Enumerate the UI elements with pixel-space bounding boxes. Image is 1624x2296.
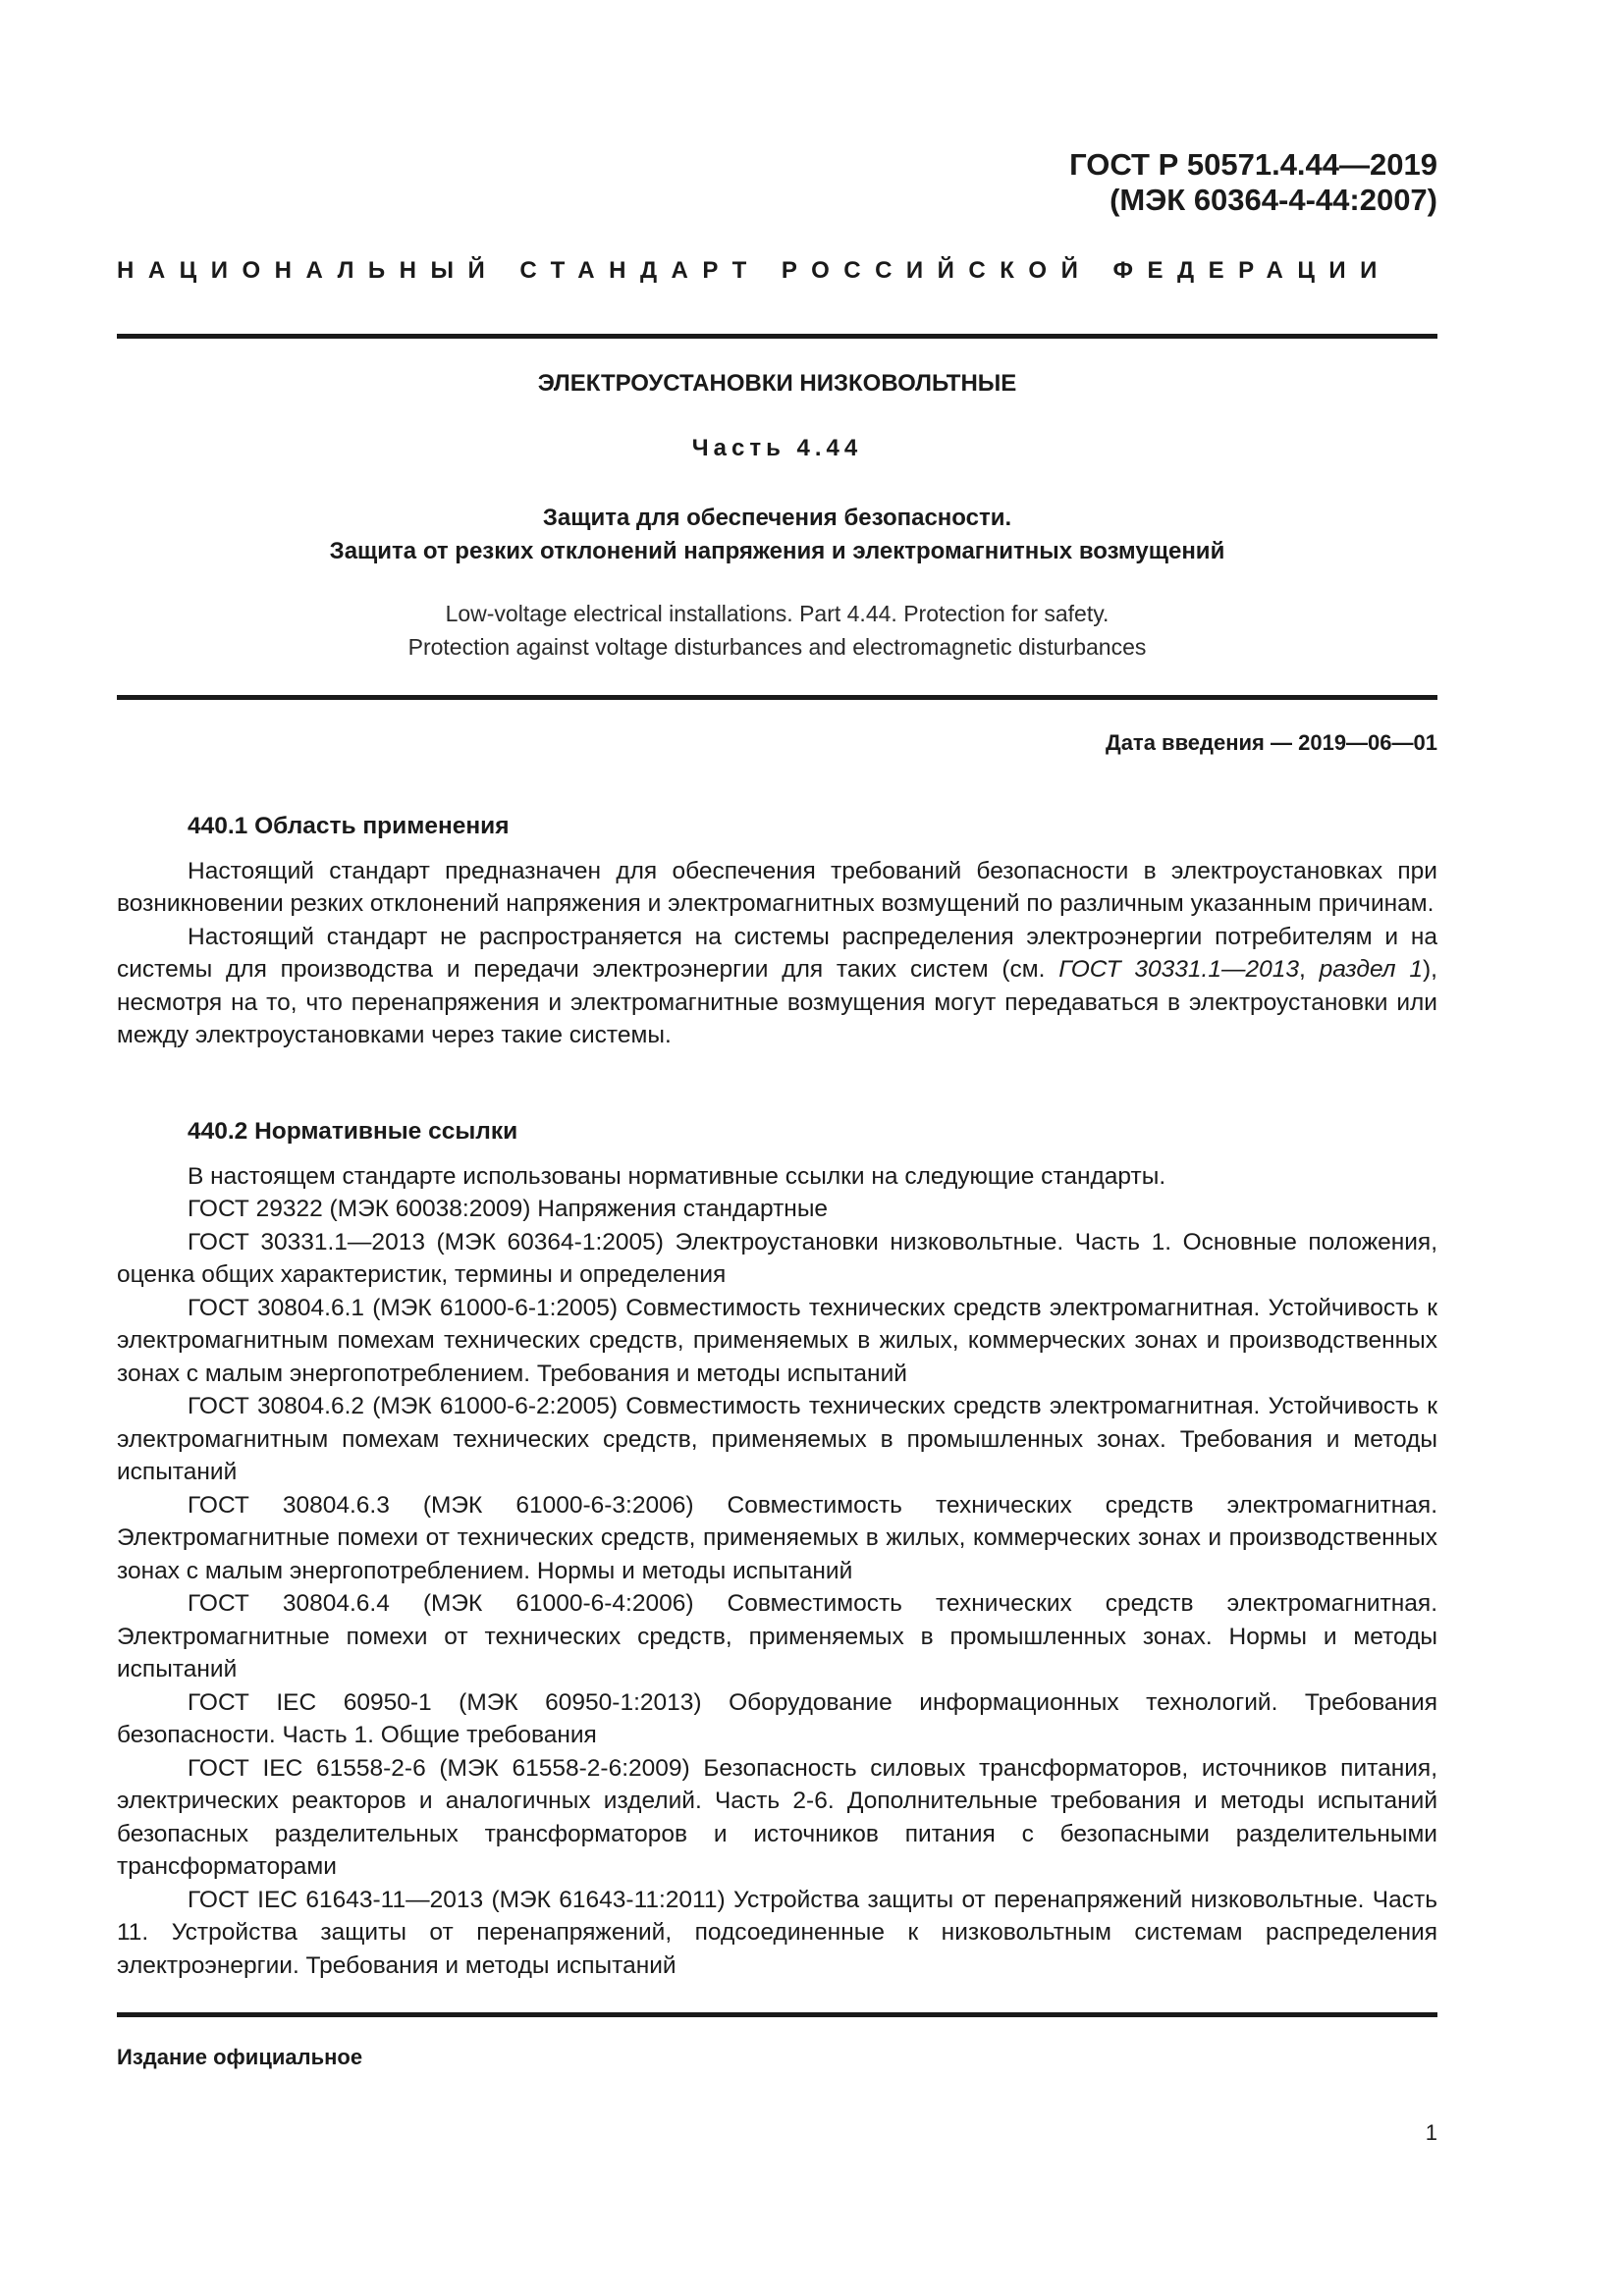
english-title-line-2: Protection against voltage disturbances and electromagnetic disturbances [407, 634, 1147, 660]
scope-paragraph-2 [117, 921, 1437, 1052]
scope-p2-text-b: ), несмотря на то, что перенапряжения и электромагнитные возмущения могут передаваться в электроустановки или между электроустановками через такие системы. [117, 956, 1437, 1048]
scope-p2-section-reference: раздел 1 [1319, 956, 1424, 983]
section-scope [117, 810, 1437, 1052]
top-rule [117, 334, 1437, 339]
reference-item: ГОСТ IEC 60950-1 (МЭК 60950-1:2013) Оборудование информационных технологий. Требования безопасности. Часть 1. Общие требования [117, 1688, 1437, 1748]
page-number: 1 [1425, 2120, 1437, 2145]
reference-item: ГОСТ IEC 61643-11—2013 (МЭК 61643-11:2011) Устройства защиты от перенапряжений низковольтные. Часть 11. Устройства защиты от перенапряжений, подсоединенные к низковольтным системам распределения электроэнергии. Требования и методы испытаний [117, 1886, 1437, 1979]
document-part: Часть 4.44 [691, 435, 863, 461]
reference-item: ГОСТ 30804.6.2 (МЭК 61000-6-2:2005) Совместимость технических средств электромагнитная. Устойчивость к электромагнитным помехам технических средств, применяемых в промышленных зонах. Требования и методы испытаний [117, 1393, 1437, 1485]
official-edition-label: Издание официальное [117, 2045, 363, 2069]
footer-rule [117, 2012, 1437, 2017]
section-heading-references: 440.2 Нормативные ссылки [188, 1118, 518, 1145]
document-title: ЭЛЕКТРОУСТАНОВКИ НИЗКОВОЛЬТНЫЕ [537, 370, 1017, 397]
section-normative-references [117, 1115, 1437, 1982]
references-intro: В настоящем стандарте использованы нормативные ссылки на следующие стандарты. [188, 1162, 1166, 1190]
english-title-line-1: Low-voltage electrical installations. Part 4.44. Protection for safety. [445, 601, 1110, 626]
scope-p2-separator: , [1298, 956, 1320, 983]
designation-iec: (МЭК 60364-4-44:2007) [1110, 183, 1437, 217]
reference-item: ГОСТ 30331.1—2013 (МЭК 60364-1:2005) Электроустановки низковольтные. Часть 1. Основные положения, оценка общих характеристик, термины и определения [117, 1228, 1437, 1288]
subtitle-line-1: Защита для обеспечения безопасности. [542, 505, 1012, 531]
subtitle-line-2: Защита от резких отклонений напряжения и электромагнитных возмущений [329, 538, 1225, 564]
title-rule [117, 695, 1437, 700]
document-subtitle [117, 502, 1437, 568]
english-title [117, 597, 1437, 664]
scope-paragraph-1: Настоящий стандарт предназначен для обеспечения требований безопасности в электроустановках при возникновении резких отклонений напряжения и электромагнитных возмущений по различным указанным причинам. [117, 857, 1437, 917]
reference-item: ГОСТ 30804.6.1 (МЭК 61000-6-1:2005) Совместимость технических средств электромагнитная. Устойчивость к электромагнитным помехам технических средств, применяемых в жилых, коммерческих зонах и производственных зонах с малым энергопотреблением. Требования и методы испытаний [117, 1294, 1437, 1387]
scope-p2-text-a: Настоящий стандарт не распространяется на системы распределения электроэнергии потребителям и на системы для производства и передачи электроэнергии для таких систем (см. [117, 923, 1437, 983]
reference-item: ГОСТ 30804.6.4 (МЭК 61000-6-4:2006) Совместимость технических средств электромагнитная. Электромагнитные помехи от технических средств, применяемых в промышленных зонах. Нормы и методы испытаний [117, 1590, 1437, 1682]
introduction-date: Дата введения — 2019—06—01 [1106, 730, 1437, 755]
scope-p2-reference: ГОСТ 30331.1—2013 [1058, 956, 1299, 983]
national-standard-banner: НАЦИОНАЛЬНЫЙ СТАНДАРТ РОССИЙСКОЙ ФЕДЕРАЦИИ [117, 257, 1391, 284]
reference-item: ГОСТ 29322 (МЭК 60038:2009) Напряжения стандартные [188, 1196, 829, 1222]
reference-item: ГОСТ IEC 61558-2-6 (МЭК 61558-2-6:2009) Безопасность силовых трансформаторов, источников питания, электрических реакторов и аналогичных изделий. Часть 2-6. Дополнительные требования и методы испытаний безопасных разделительных трансформаторов и источников питания с безопасными разделительными трансформаторами [117, 1754, 1437, 1880]
reference-item: ГОСТ 30804.6.3 (МЭК 61000-6-3:2006) Совместимость технических средств электромагнитная. Электромагнитные помехи от технических средств, применяемых в жилых, коммерческих зонах и производственных зонах с малым энергопотреблением. Нормы и методы испытаний [117, 1491, 1437, 1584]
designation-gost: ГОСТ Р 50571.4.44—2019 [1069, 147, 1437, 182]
standard-designation [1069, 147, 1437, 218]
section-heading-scope: 440.1 Область применения [188, 813, 510, 839]
